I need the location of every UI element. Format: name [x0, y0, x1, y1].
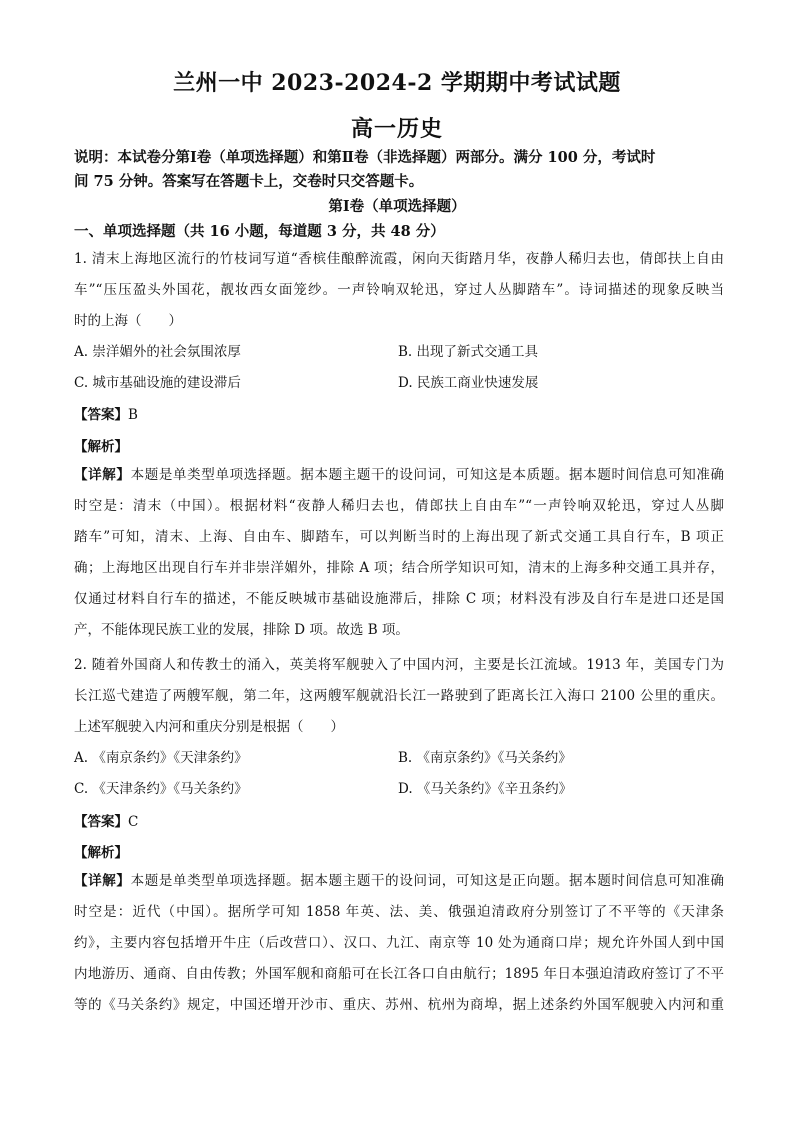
q2-option-a: A. 《南京条约》《天津条约》 [74, 750, 248, 766]
q1-option-a: A. 崇洋媚外的社会氛围浓厚 [74, 344, 241, 360]
detail-line: 约》，主要内容包括增开牛庄（后改营口）、汉口、九江、南京等 10 处为通商口岸；规允许外国人到中国 [74, 935, 724, 951]
detail-label: 【详解】 [74, 873, 131, 889]
stem-line: 时的上海（ ） [74, 313, 182, 329]
answer-label: 【答案】 [74, 407, 128, 423]
q1-answer [74, 403, 138, 423]
q2-detail [74, 866, 724, 1021]
question-2-stem [74, 650, 724, 743]
part-heading: 一、单项选择题（共 16 小题，每道题 3 分，共 48 分） [74, 223, 445, 240]
stem-line: 1. 清末上海地区流行的竹枝词写道“香槟佳酿醉流霞，闲向天街踏月华，夜静人稀归去也，倩郎扶上自由 [74, 251, 724, 267]
answer-value: C [128, 814, 139, 830]
stem-line: 长江巡弋建造了两艘军舰，第二年，这两艘军舰就沿长江一路驶到了距离长江入海口 2100 公里的重庆。 [74, 688, 724, 704]
detail-line: 【详解】本题是单类型单项选择题。据本题主题干的设问词，可知这是本质题。据本题时间信息可知准确 [74, 467, 724, 483]
detail-line: 仅通过材料自行车的描述，不能反映城市基础设施滞后，排除 C 项；材料没有涉及自行车是进口还是国 [74, 591, 724, 607]
q1-detail [74, 460, 724, 646]
detail-line: 踏车”可知，清末、上海、自由车、脚踏车，可以判断当时的上海出现了新式交通工具自行车，B 项正 [74, 529, 724, 545]
instruction-line: 说明：本试卷分第Ⅰ卷（单项选择题）和第Ⅱ卷（非选择题）两部分。满分 100 分，考试时 [74, 149, 656, 166]
detail-line: 产，不能体现民族工业的发展，排除 D 项。故选 B 项。 [74, 622, 409, 638]
stem-line: 上述军舰驶入内河和重庆分别是根据（ ） [74, 719, 344, 735]
detail-line: 确；上海地区出现自行车并非崇洋媚外，排除 A 项；结合所学知识可知，清末的上海多种交通工具并存， [74, 560, 724, 576]
exam-title: 兰州一中 2023-2024-2 学期期中考试试题 [173, 70, 621, 96]
q2-analysis-label: 【解析】 [74, 845, 128, 861]
q2-option-c: C. 《天津条约》《马关条约》 [74, 781, 248, 797]
q2-option-d: D. 《马关条约》《辛丑条约》 [398, 781, 573, 797]
subject-title: 高一历史 [350, 116, 443, 142]
detail-line: 时空是：近代（中国）。据所学可知 1858 年英、法、美、俄强迫清政府分别签订了不平等的《天津条 [74, 904, 724, 920]
detail-line: 【详解】本题是单类型单项选择题。据本题主题干的设问词，可知这是正向题。据本题时间信息可知准确 [74, 873, 724, 889]
detail-label: 【详解】 [74, 467, 131, 483]
section-title: 第Ⅰ卷（单项选择题） [328, 198, 466, 215]
stem-line: 2. 随着外国商人和传教士的涌入，英美将军舰驶入了中国内河，主要是长江流域。1913 年，美国专门为 [74, 657, 724, 673]
answer-value: B [128, 407, 138, 423]
q2-option-b: B. 《南京条约》《马关条约》 [398, 750, 572, 766]
detail-line: 内地游历、通商、自由传教；外国军舰和商船可在长江各口自由航行；1895 年日本强迫清政府签订了不平 [74, 966, 724, 982]
stem-line: 车”“压压盈头外国花，靓妆西女面笼纱。一声铃响双轮迅，穿过人丛脚踏车”。诗词描述的现象反映当 [74, 282, 724, 298]
q1-option-d: D. 民族工商业快速发展 [398, 375, 539, 391]
exam-instructions [74, 146, 724, 194]
q1-analysis-label: 【解析】 [74, 439, 128, 455]
detail-line: 等的《马关条约》规定，中国还增开沙市、重庆、苏州、杭州为商埠，据上述条约外国军舰驶入内河和重 [74, 997, 724, 1013]
answer-label: 【答案】 [74, 814, 128, 830]
detail-line: 时空是：清末（中国）。根据材料“夜静人稀归去也，倩郎扶上自由车”“一声铃响双轮迅，穿过人丛脚 [74, 498, 724, 514]
q1-option-c: C. 城市基础设施的建设滞后 [74, 375, 241, 391]
q1-option-b: B. 出现了新式交通工具 [398, 344, 539, 360]
instruction-line: 间 75 分钟。答案写在答题卡上，交卷时只交答题卡。 [74, 173, 424, 190]
question-1-stem [74, 244, 724, 337]
q2-answer [74, 810, 138, 830]
